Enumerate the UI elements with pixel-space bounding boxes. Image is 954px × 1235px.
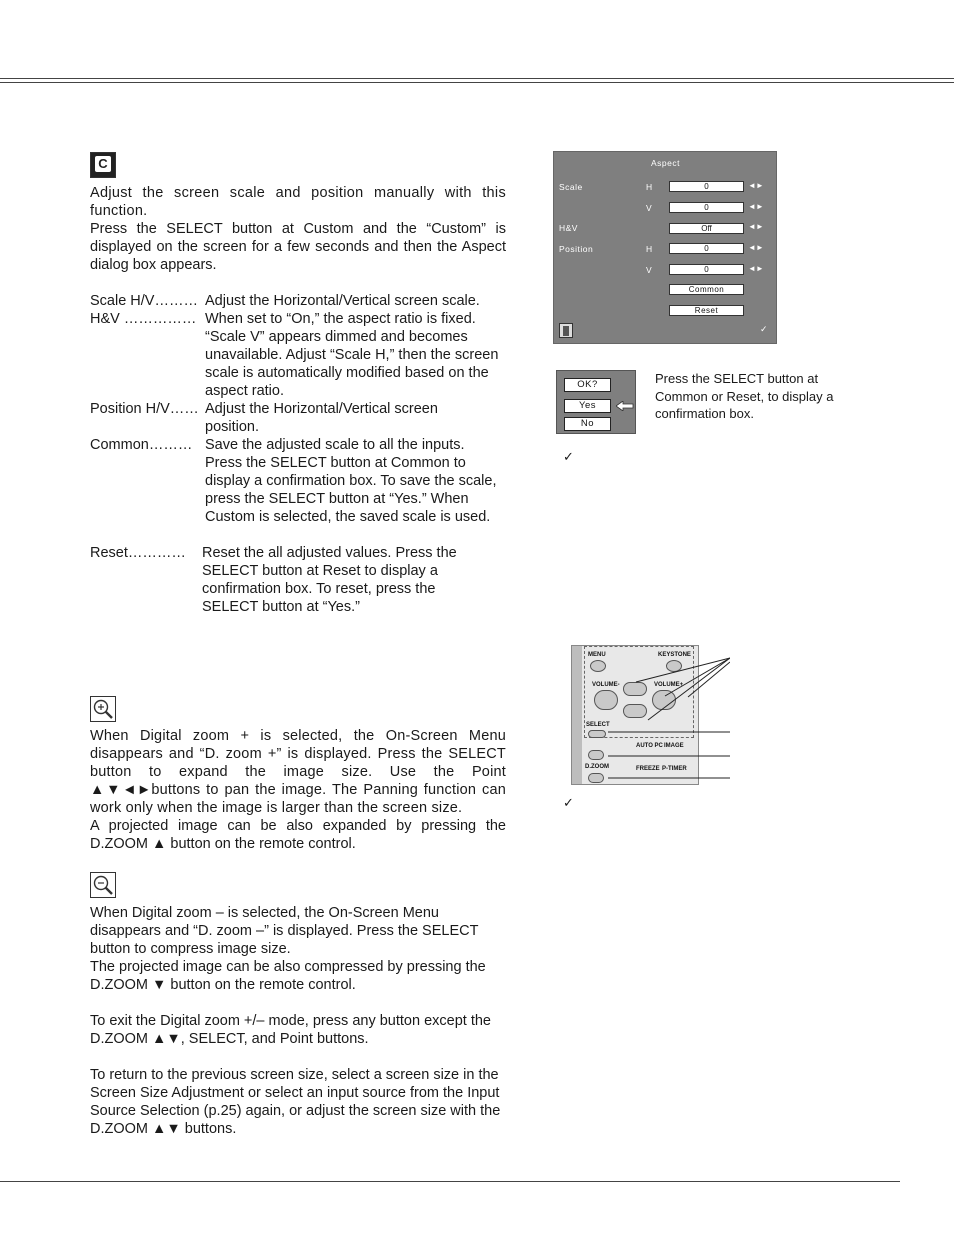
position-label: Position	[559, 244, 594, 254]
custom-intro-2: Press the SELECT button at Custom and the “Custom” is displayed on the screen for a few seconds and then the Aspect dialog box appears.	[90, 221, 506, 273]
def-hv	[90, 310, 510, 400]
select-label: SELECT	[586, 722, 610, 728]
custom-definitions	[90, 292, 510, 616]
hv-field[interactable]: Off	[669, 223, 744, 234]
scale-h-label: H	[646, 182, 653, 192]
position-h-field[interactable]: 0	[669, 243, 744, 254]
def-common	[90, 436, 510, 544]
def-text: When set to “On,” the aspect ratio is fixed. “Scale V” appears dimmed and becomes unavailable. Adjust “Scale H,” then the screen scale is automatically modified based on the aspect ratio.	[205, 311, 499, 399]
remote-left-bar	[572, 646, 582, 785]
zoom-minus-text-4: To return to the previous screen size, select a screen size in the Screen Size Adjustment or select an input source from the Input Source Selection (p.25) again, or adjust the screen size with the D.ZOOM ▲▼ buttons.	[90, 1067, 501, 1137]
zoom-plus-text-1: When Digital zoom + is selected, the On-Screen Menu disappears and “D. zoom +” is displayed. Press the SELECT button to expand the image size. Use the Point ▲▼◄►buttons to pan the image. The Panning function can work only when the image is larger than the screen size.	[90, 728, 506, 816]
remote-callout-lines	[590, 650, 730, 790]
dzoom-label: D.ZOOM	[585, 764, 609, 770]
hv-arrows-icon[interactable]: ◄►	[748, 222, 764, 231]
def-text: Adjust the Horizontal/Vertical screen position.	[205, 401, 438, 435]
scale-label: Scale	[559, 182, 583, 192]
yes-button[interactable]: Yes	[564, 399, 611, 413]
hv-label: H&V	[559, 223, 578, 233]
image-label: IMAGE	[664, 743, 684, 749]
def-position-hv	[90, 400, 510, 436]
auto-pc-label: AUTO PC	[636, 743, 663, 749]
custom-c-icon: C	[90, 152, 116, 178]
ok-label: OK?	[564, 378, 611, 392]
zoom-minus-text-2: The projected image can be also compressed by pressing the D.ZOOM ▼ button on the remote control.	[90, 959, 486, 993]
top-rule-1	[0, 78, 954, 79]
door-panel	[563, 326, 569, 336]
common-button[interactable]: Common	[669, 284, 744, 295]
p-timer-label: P-TIMER	[662, 766, 687, 772]
zoom-in-icon-glyph	[91, 697, 115, 721]
position-h-arrows-icon[interactable]: ◄►	[748, 243, 764, 252]
def-term: H&V ……………	[90, 311, 197, 327]
volume-minus-label: VOLUME-	[592, 682, 620, 688]
menu-label: MENU	[588, 652, 606, 658]
aspect-title: Aspect	[651, 158, 680, 168]
scale-v-field[interactable]: 0	[669, 202, 744, 213]
exit-door-icon[interactable]	[559, 323, 573, 338]
zoom-plus-text-2: A projected image can be also expanded by pressing the D.ZOOM ▲ button on the remote control.	[90, 818, 506, 852]
keystone-label: KEYSTONE	[658, 652, 691, 658]
position-h-label: H	[646, 244, 653, 254]
def-scale-hv	[90, 292, 510, 310]
bottom-rule	[0, 1181, 900, 1182]
zoom-out-icon	[90, 872, 116, 898]
def-reset	[90, 544, 510, 616]
def-text: Adjust the Horizontal/Vertical screen scale.	[205, 293, 480, 309]
scale-h-arrows-icon[interactable]: ◄►	[748, 181, 764, 190]
pointer-arrow-icon	[616, 401, 634, 411]
no-button[interactable]: No	[564, 417, 611, 431]
freeze-label: FREEZE	[636, 766, 660, 772]
def-term: Common………	[90, 437, 193, 453]
note-check-icon-1: ✓	[563, 449, 574, 464]
def-text: Reset the all adjusted values. Press the SELECT button at Reset to display a confirmation box. To reset, press the SELECT button at “Yes.”	[202, 545, 457, 615]
volume-plus-label: VOLUME+	[654, 682, 684, 688]
position-v-label: V	[646, 265, 653, 275]
scale-v-arrows-icon[interactable]: ◄►	[748, 202, 764, 211]
scale-h-field[interactable]: 0	[669, 181, 744, 192]
def-term: Reset…………	[90, 545, 186, 561]
scale-v-label: V	[646, 203, 653, 213]
top-rule-2	[0, 82, 954, 83]
zoom-minus-text-3: To exit the Digital zoom +/– mode, press any button except the D.ZOOM ▲▼, SELECT, and Point buttons.	[90, 1013, 491, 1047]
def-text: Save the adjusted scale to all the inputs. Press the SELECT button at Common to display a confirmation box. To save the scale, press the SELECT button at “Yes.” When Custom is selected, the saved scale is used.	[205, 437, 497, 525]
zoom-in-icon	[90, 696, 116, 722]
note-check-icon-2: ✓	[563, 795, 574, 810]
position-v-arrows-icon[interactable]: ◄►	[748, 264, 764, 273]
def-term: Scale H/V………	[90, 293, 198, 309]
zoom-minus-text-1: When Digital zoom – is selected, the On-Screen Menu disappears and “D. zoom –” is displayed. Press the SELECT button to compress image size.	[90, 905, 479, 957]
return-icon: ✓	[760, 324, 768, 334]
zoom-out-icon-glyph	[91, 873, 115, 897]
position-v-field[interactable]: 0	[669, 264, 744, 275]
def-term: Position H/V……	[90, 401, 199, 417]
custom-intro: Adjust the screen scale and position manually with this function.	[90, 185, 506, 219]
aspect-dialog	[553, 151, 777, 344]
confirmation-box	[556, 370, 636, 434]
confirm-caption: Press the SELECT button at Common or Reset, to display a confirmation box.	[655, 371, 834, 421]
reset-button[interactable]: Reset	[669, 305, 744, 316]
